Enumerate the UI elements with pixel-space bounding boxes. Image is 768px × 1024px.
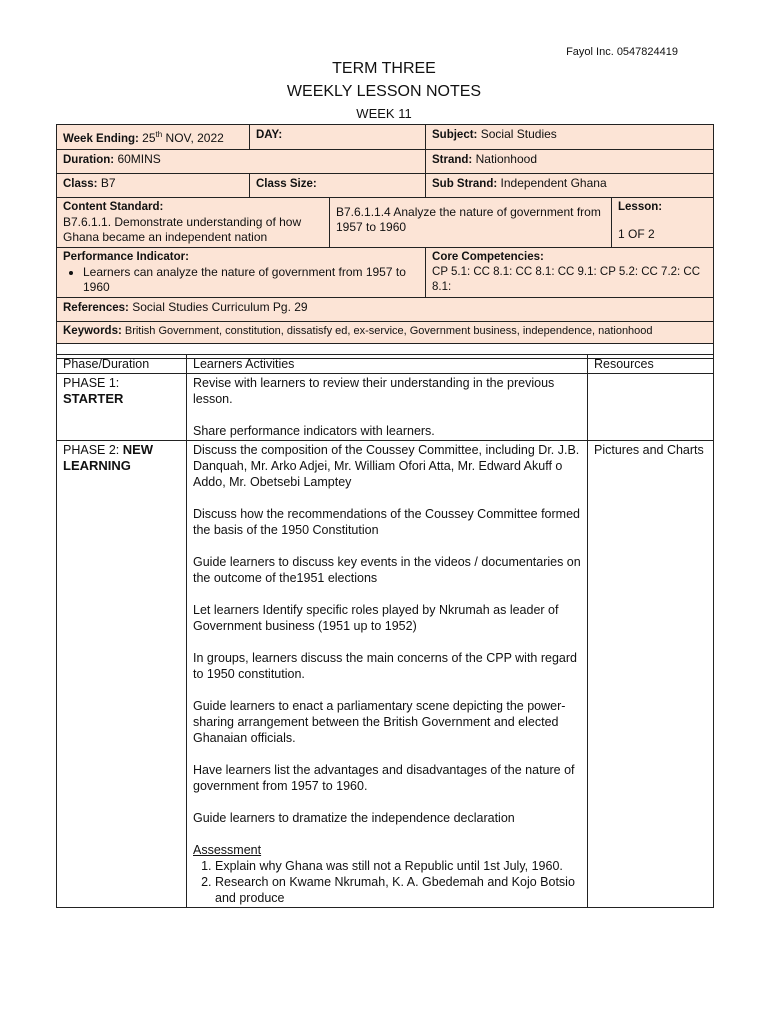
day-cell: DAY: [250, 125, 426, 150]
col-resources-header: Resources [588, 355, 714, 374]
activity-paragraph: Discuss how the recommendations of the Coussey Committee formed the basis of the 1950 Constitution [193, 507, 580, 537]
contact-info: Fayol Inc. 0547824419 [566, 46, 678, 58]
duration-cell: Duration: 60MINS [57, 150, 426, 174]
activity-paragraph: In groups, learners discuss the main concerns of the CPP with regard to 1950 constitution. [193, 651, 577, 681]
phase2-activities [187, 441, 588, 908]
activity-paragraph: Have learners list the advantages and disadvantages of the nature of government from 1957 to 1960. [193, 763, 575, 793]
activity-paragraph: Guide learners to dramatize the independence declaration [193, 811, 515, 825]
phase2-resources: Pictures and Charts [588, 441, 714, 908]
content-standard-cell: Content Standard: B7.6.1.1. Demonstrate understanding of how Ghana became an independent nation [57, 198, 330, 248]
col-activities-header: Learners Activities [187, 355, 588, 374]
phase2-cell: PHASE 2: NEW LEARNING [57, 441, 187, 908]
phase1-cell: PHASE 1: STARTER [57, 374, 187, 441]
performance-indicator-cell: Performance Indicator: • Learners can analyze the nature of government from 1957 to 1960 [57, 248, 426, 298]
week-title: WEEK 11 [356, 106, 412, 121]
assessment-list [193, 858, 581, 906]
class-size-cell: Class Size: [250, 174, 426, 198]
performance-indicator-item: • Learners can analyze the nature of government from 1957 to 1960 [83, 265, 419, 295]
notes-title: WEEKLY LESSON NOTES [286, 83, 482, 100]
lesson-cell: Lesson: 1 OF 2 [612, 198, 714, 248]
assessment-item: 1. Explain why Ghana was still not a Republic until 1st July, 1960. [215, 858, 581, 874]
strand-cell: Strand: Nationhood [426, 150, 714, 174]
subject-cell: Subject: Social Studies [426, 125, 714, 150]
activity-paragraph: Let learners Identify specific roles played by Nkrumah as leader of Government business (1951 up to 1952) [193, 603, 559, 633]
assessment-item: 2. Research on Kwame Nkrumah, K. A. Gbedemah and Kojo Botsio and produce [215, 874, 581, 906]
references-cell: References: Social Studies Curriculum Pg. 29 [57, 298, 714, 322]
week-ending-cell: Week Ending: 25th NOV, 2022 [57, 125, 250, 150]
indicator-code-cell: B7.6.1.1.4 Analyze the nature of government from 1957 to 1960 [330, 198, 612, 248]
lesson-info-table [56, 124, 714, 359]
sub-strand-cell: Sub Strand: Independent Ghana [426, 174, 714, 198]
assessment-heading: Assessment [193, 843, 262, 857]
keywords-cell: Keywords: British Government, constitution, dissatisfy ed, ex-service, Government business, independence, nationhood [57, 322, 714, 344]
activity-paragraph: Guide learners to enact a parliamentary scene depicting the power-sharing arrangement between the British Government and elected Ghanaian officials. [193, 699, 566, 745]
col-phase-header: Phase/Duration [57, 355, 187, 374]
class-cell: Class: B7 [57, 174, 250, 198]
term-title: TERM THREE [332, 60, 436, 77]
activity-paragraph: Guide learners to discuss key events in the videos / documentaries on the outcome of the1951 elections [193, 555, 581, 585]
activities-table [56, 354, 714, 908]
activity-paragraph: Discuss the composition of the Coussey Committee, including Dr. J.B. Danquah, Mr. Arko Adjei, Mr. William Ofori Atta, Mr. Edward Akuff o Addo, Mr. Obetsebi Lamptey [193, 443, 580, 489]
core-competencies-cell: Core Competencies: CP 5.1: CC 8.1: CC 8.1: CC 9.1: CP 5.2: CC 7.2: CC 8.1: [426, 248, 714, 298]
phase1-activities: Revise with learners to review their understanding in the previous lesson. Share performance indicators with learners. [187, 374, 588, 441]
phase1-resources [588, 374, 714, 441]
